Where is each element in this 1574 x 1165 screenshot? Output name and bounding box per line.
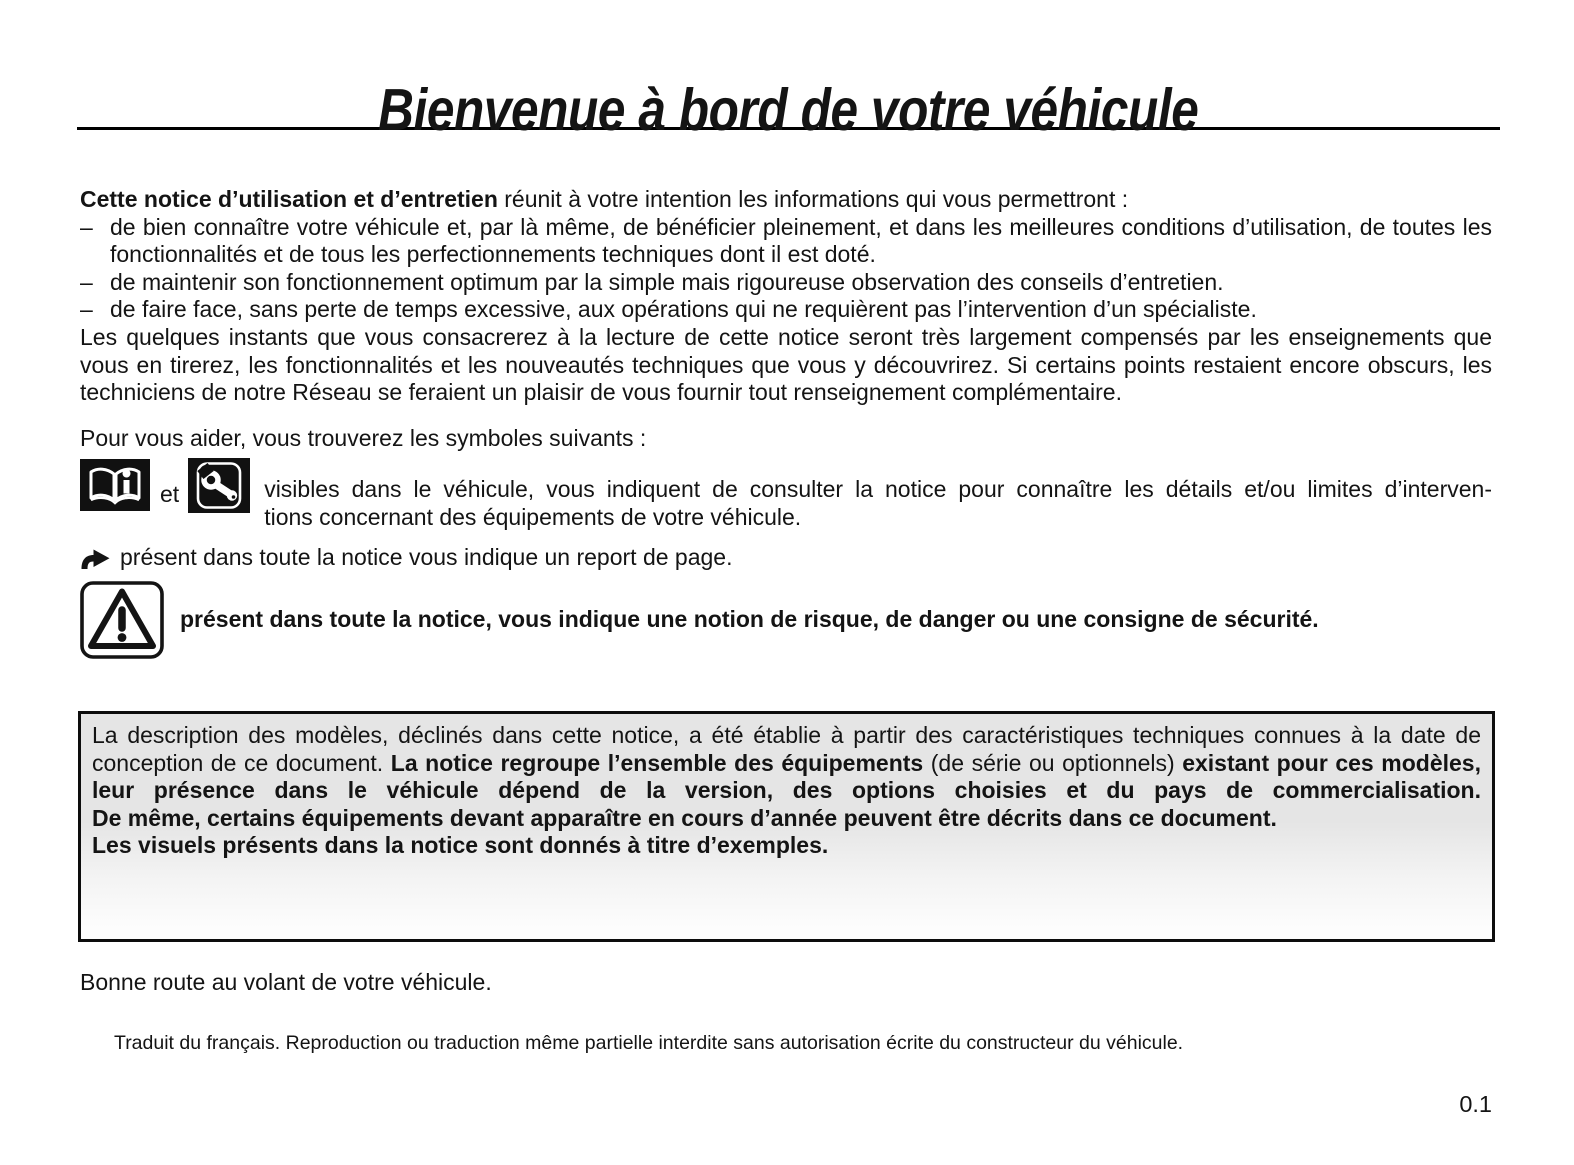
page-reference-row [80, 544, 1492, 572]
page-title-text: Bienvenue à bord de votre véhicule [378, 77, 1199, 143]
open-book-info-icon [80, 459, 150, 511]
notice-box-line: Les visuels présents dans la notice sont donnés à titre d’exemples. [92, 832, 829, 859]
legal-text: Traduit du français. Reproduction ou traduction même partielle interdite sans autorisation écrite du constructeur du véhicule. [114, 1032, 1184, 1054]
notice-box [78, 711, 1495, 942]
page-title [77, 77, 1500, 143]
symbols-description [264, 476, 1492, 531]
intro-lead [80, 186, 1492, 214]
title-band [77, 0, 1500, 143]
bullet-text: de bien connaître votre véhicule et, par là même, de bénéficier pleinement, et dans les meilleures conditions d’utilisation, de toutes les fonctionnalités et de tous les perfectionnements techniques dont il est doté. [110, 213, 1492, 268]
warning-text: présent dans toute la notice, vous indique une notion de risque, de danger ou une consigne de sécurité. [180, 606, 1319, 633]
bullet-item [80, 269, 1492, 297]
wrench-icon [188, 458, 250, 513]
bullet-dash: – [80, 296, 93, 323]
symbols-row [80, 456, 1492, 531]
notice-seg: existant pour ces modèles, leur présence dans le véhicule dépend de la version, des options choisies et du pays de commercialisation. [92, 749, 1481, 804]
bullet-dash: – [80, 268, 93, 295]
page-number: 0.1 [1459, 1091, 1492, 1117]
notice-seg: La notice regroupe l’ensemble des équipements [390, 749, 924, 776]
et-label: et [160, 481, 180, 507]
page-reference-text: présent dans toute la notice vous indique un report de page. [120, 544, 733, 570]
notice-box-paragraph [92, 722, 1481, 805]
bullet-text: de faire face, sans perte de temps excessive, aux opérations qui ne requièrent pas l’intervention d’un spécialiste. [110, 296, 1257, 323]
intro-lead-bold: Cette notice d’utilisation et d’entretien [80, 186, 498, 212]
intro-closing: Les quelques instants que vous consacrerez à la lecture de cette notice seront très largement compensés par les enseignements que vous en tirerez, les fonctionnalités et les nouveautés techniques que vous y découvrirez. Si certains points restaient encore obscurs, les techniciens de notre Réseau se feraient un plaisir de vous fournir tout renseignement complémentaire. [80, 323, 1492, 406]
intro-lead-rest: réunit à votre intention les informations qui vous permettront : [504, 186, 1129, 212]
page-reference-arrow-icon [80, 547, 111, 570]
notice-box-line: De même, certains équipements devant apparaître en cours d’année peuvent être décrits dans ce document. [92, 804, 1277, 831]
bullet-dash: – [80, 213, 93, 240]
bullet-item [80, 296, 1492, 324]
symbols-intro: Pour vous aider, vous trouverez les symboles suivants : [80, 425, 647, 451]
intro-section [80, 186, 1492, 407]
notice-seg: La description des modèles, déclinés dans cette notice, a été établie à partir des caractéristiques techniques connues à la date de conception de ce document. [92, 722, 1481, 776]
warning-row [80, 581, 1492, 659]
bullet-item [80, 214, 1492, 269]
warning-triangle-icon [80, 581, 164, 659]
symbols-description-line1: visibles dans le véhicule, vous indiquent de consulter la notice pour connaître les détails et/ou limites d’interven- [264, 476, 1492, 502]
bullet-text: de maintenir son fonctionnement optimum par la simple mais rigoureuse observation des conseils d’entretien. [110, 268, 1224, 295]
farewell-text: Bonne route au volant de votre véhicule. [80, 969, 492, 995]
symbols-description-line2: tions concernant des équipements de votre véhicule. [264, 503, 802, 530]
notice-seg: (de série ou optionnels) [930, 749, 1175, 776]
